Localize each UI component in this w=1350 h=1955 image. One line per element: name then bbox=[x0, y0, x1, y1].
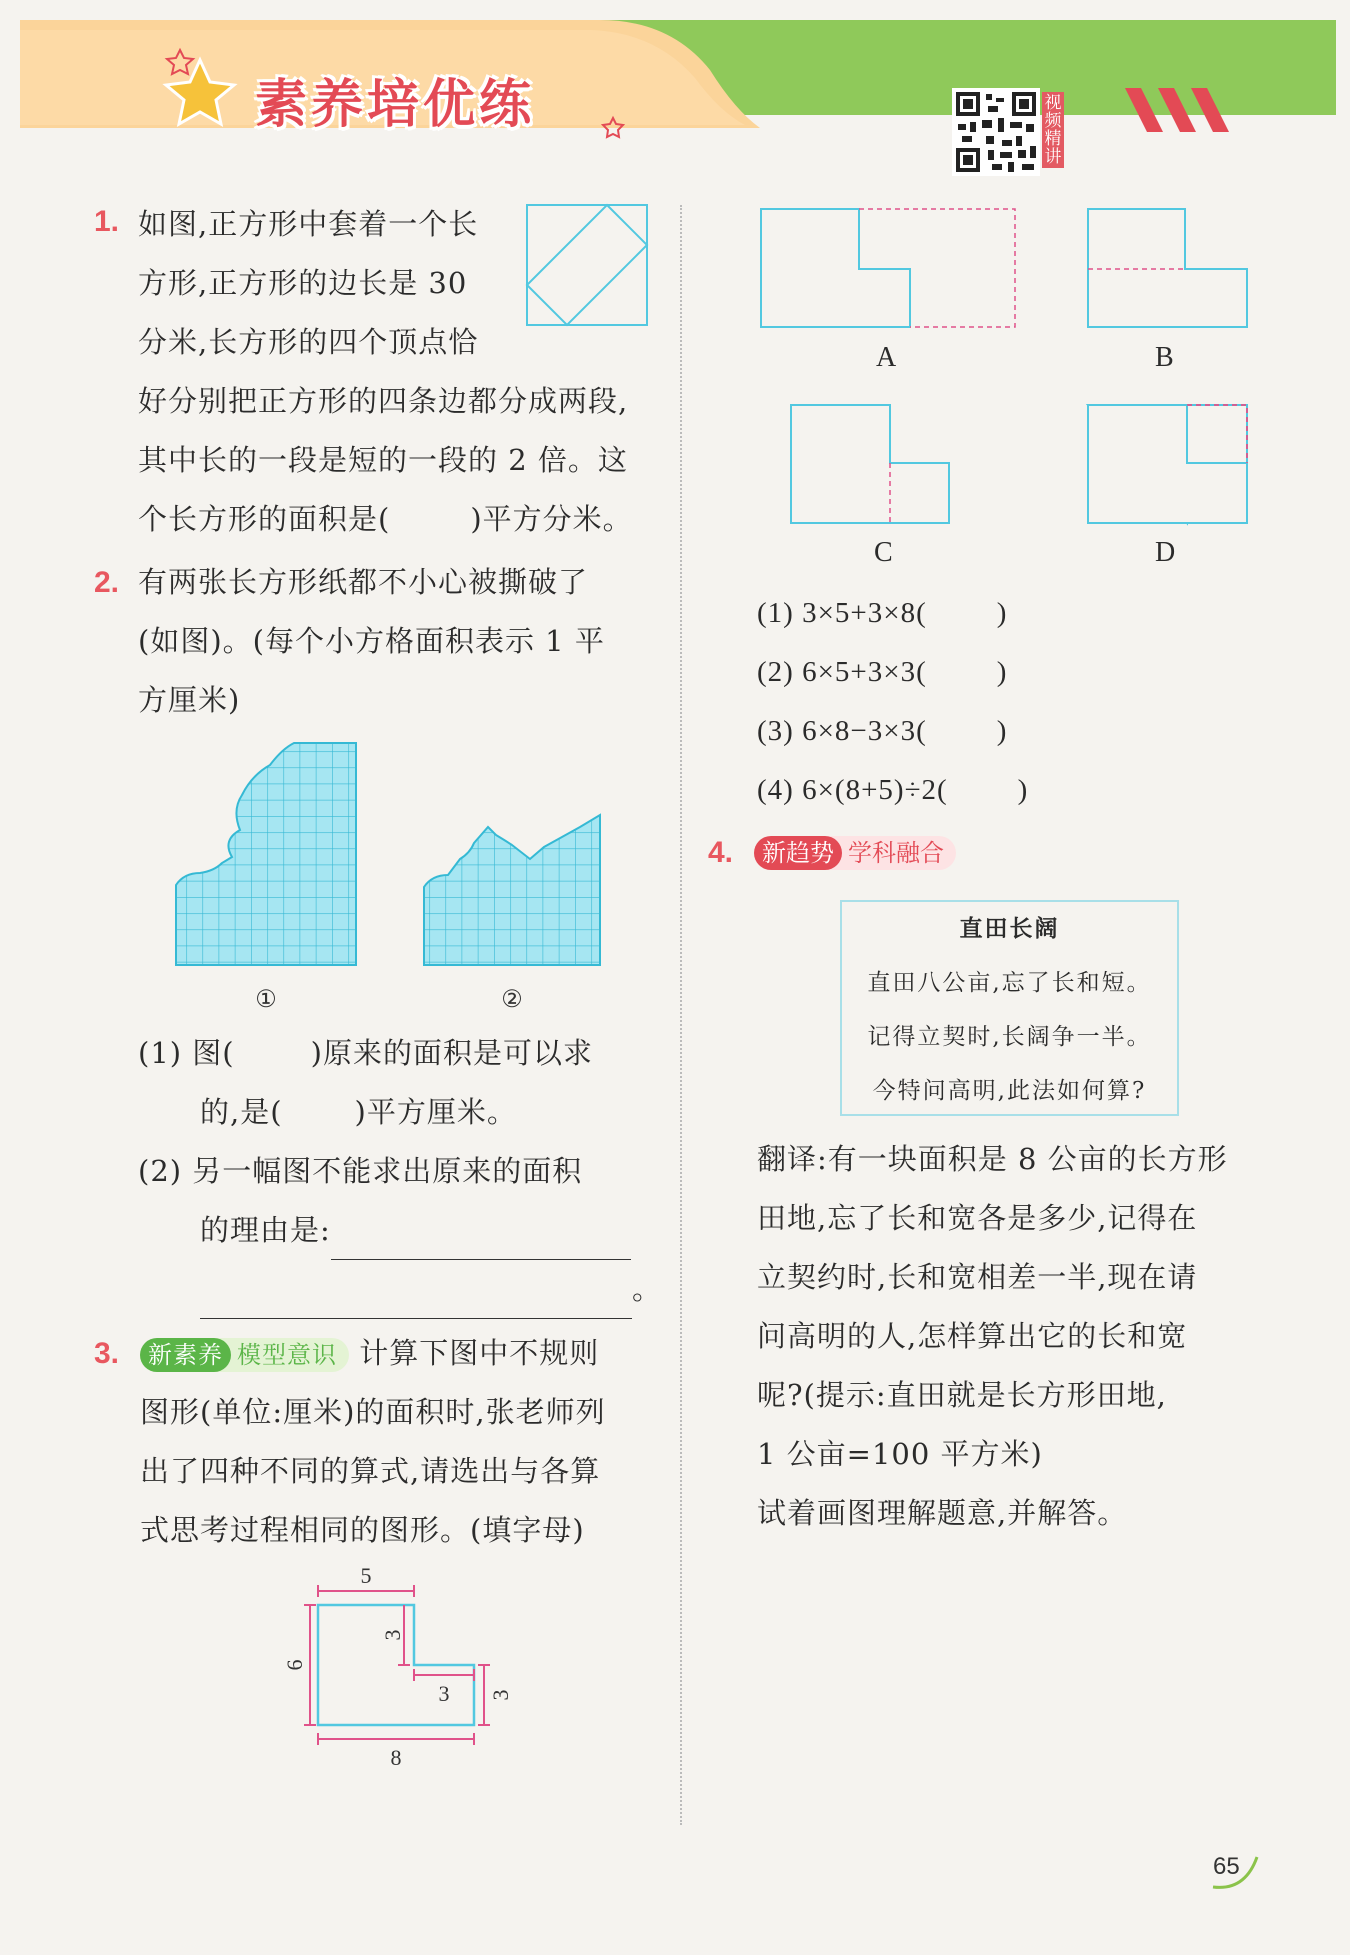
poem-title: 直田长阔 bbox=[959, 915, 1060, 942]
formula-2: (2) 6×5+3×3( bbox=[757, 656, 927, 688]
q1-line: 方形,正方形的边长是 30 bbox=[138, 266, 468, 300]
option-a-label: A bbox=[876, 342, 897, 373]
dim-left: 6 bbox=[282, 1659, 307, 1671]
torn-figure-1 bbox=[176, 743, 356, 965]
q2-p2-a: (2) 另一幅图不能求出原来的面积 bbox=[138, 1154, 583, 1188]
q2-p1-b: )原来的面积是可以求 bbox=[310, 1036, 593, 1070]
q4-line: 立契约时,长和宽相差一半,现在请 bbox=[757, 1260, 1198, 1294]
q3-number: 3. bbox=[94, 1337, 120, 1370]
option-c-label: C bbox=[874, 537, 893, 568]
option-d-fix bbox=[755, 205, 1260, 575]
dim-right: 3 bbox=[488, 1689, 513, 1701]
poem-line: 记得立契时,长阔争一半。 bbox=[867, 1024, 1152, 1050]
q4-text bbox=[757, 1130, 1228, 1543]
formula-1: (1) 3×5+3×8( bbox=[757, 597, 927, 629]
page-number: 65 bbox=[1213, 1853, 1240, 1880]
video-label-char: 频 bbox=[1044, 111, 1062, 131]
q2-line: 有两张长方形纸都不小心被撕破了 bbox=[138, 565, 589, 599]
close-paren: ) bbox=[996, 597, 1008, 629]
figure-2-label: ② bbox=[501, 985, 523, 1013]
q4-number: 4. bbox=[708, 836, 734, 869]
close-paren: ) bbox=[996, 715, 1008, 747]
poem-box bbox=[840, 900, 1179, 1116]
q2-p1-d: )平方厘米。 bbox=[354, 1095, 517, 1129]
header-banner bbox=[20, 20, 1336, 160]
q1-text-a: 个长方形的面积是( bbox=[138, 502, 391, 536]
close-paren: ) bbox=[1017, 774, 1029, 806]
video-lecture-label[interactable] bbox=[1042, 92, 1064, 168]
video-label-char: 讲 bbox=[1044, 147, 1062, 167]
q2-p2-end: 。 bbox=[632, 1272, 663, 1306]
column-divider bbox=[680, 205, 682, 1825]
q1-line: 分米,长方形的四个顶点恰 bbox=[138, 325, 479, 359]
qr-code-icon[interactable] bbox=[952, 88, 1040, 176]
q3-tag-b: 模型意识 bbox=[237, 1341, 337, 1369]
q2-text bbox=[138, 553, 605, 730]
poem-line: 直田八公亩,忘了长和短。 bbox=[867, 970, 1152, 996]
q3-text bbox=[140, 1324, 606, 1560]
q1-answer-line bbox=[138, 490, 633, 549]
formula-3: (3) 6×8−3×3( bbox=[757, 715, 927, 747]
q2-reason-line-2[interactable] bbox=[200, 1288, 632, 1319]
q4-tag-b: 学科融合 bbox=[848, 839, 944, 867]
q4-tag-a: 新趋势 bbox=[754, 836, 842, 870]
q4-line: 问高明的人,怎样算出它的长和宽 bbox=[757, 1319, 1188, 1353]
q3-line: 出了四种不同的算式,请选出与各算 bbox=[140, 1454, 601, 1488]
q3-formulas bbox=[757, 584, 1028, 820]
q4-line: 翻译:有一块面积是 8 公亩的长方形 bbox=[757, 1142, 1228, 1176]
q3-l-shape-figure bbox=[280, 1565, 520, 1775]
dim-inner-v: 3 bbox=[380, 1629, 405, 1641]
q4-line: 呢?(提示:直田就是长方形田地, bbox=[757, 1378, 1167, 1412]
q2-line: 方厘米) bbox=[138, 683, 241, 717]
option-d-label: D bbox=[1155, 537, 1176, 568]
q2-number: 2. bbox=[94, 566, 120, 599]
option-b-label: B bbox=[1155, 342, 1174, 373]
q3-line: 式思考过程相同的图形。(填字母) bbox=[140, 1513, 585, 1547]
q2-p1-c: 的,是( bbox=[200, 1095, 283, 1129]
q2-sub1 bbox=[138, 1024, 662, 1319]
q3-tag bbox=[140, 1338, 349, 1372]
q2-p2-b: 的理由是: bbox=[200, 1213, 331, 1247]
q1-text-b: )平方分米。 bbox=[470, 502, 633, 536]
q1-line: 好分别把正方形的四条边都分成两段, bbox=[138, 384, 629, 418]
close-paren: ) bbox=[996, 656, 1008, 688]
q2-reason-line-1[interactable] bbox=[331, 1229, 631, 1260]
torn-figure-2 bbox=[424, 815, 600, 965]
video-label-char: 精 bbox=[1044, 129, 1062, 149]
formula-4: (4) 6×(8+5)÷2( bbox=[757, 774, 948, 806]
dim-inner-h: 3 bbox=[438, 1681, 450, 1706]
q1-number: 1. bbox=[94, 205, 120, 238]
q4-tag bbox=[754, 836, 956, 870]
section-title: 素养培优练 bbox=[255, 75, 536, 135]
q3-first-line: 计算下图中不规则 bbox=[359, 1336, 600, 1370]
q4-line: 田地,忘了长和宽各是多少,记得在 bbox=[757, 1201, 1198, 1235]
q1-line: 如图,正方形中套着一个长 bbox=[138, 207, 479, 241]
q4-line: 试着画图理解题意,并解答。 bbox=[757, 1496, 1128, 1530]
figure-1-label: ① bbox=[255, 985, 277, 1013]
q1-line: 其中长的一段是短的一段的 2 倍。这 bbox=[138, 443, 628, 477]
q3-line: 图形(单位:厘米)的面积时,张老师列 bbox=[140, 1395, 606, 1429]
q4-line: 1 公亩=100 平方米) bbox=[757, 1437, 1043, 1471]
dim-top: 5 bbox=[360, 1565, 372, 1588]
q2-p1-a: (1) 图( bbox=[138, 1036, 235, 1070]
dim-bottom: 8 bbox=[390, 1745, 402, 1770]
video-label-char: 视 bbox=[1044, 93, 1062, 113]
q2-line: (如图)。(每个小方格面积表示 1 平 bbox=[138, 624, 605, 658]
q3-tag-a: 新素养 bbox=[140, 1338, 231, 1372]
poem-line: 今特问高明,此法如何算? bbox=[872, 1078, 1147, 1104]
q1-figure-square-with-rectangle bbox=[525, 203, 649, 327]
q2-figures bbox=[170, 735, 610, 1015]
